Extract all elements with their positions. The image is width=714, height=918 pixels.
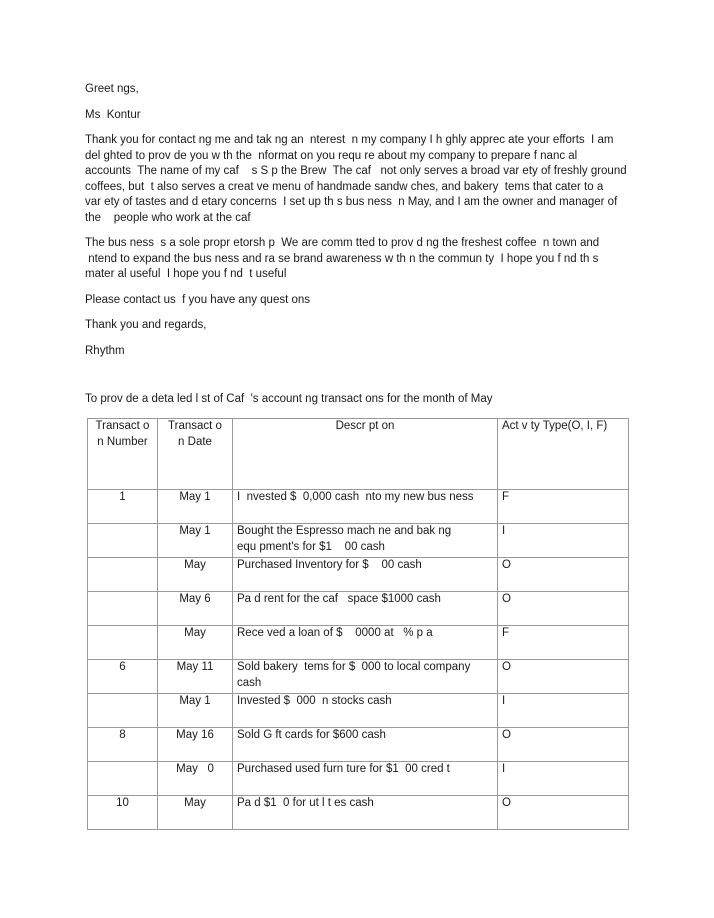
body-paragraph-2: The bus ness s a sole propr etorsh p We are comm tted to prov d ng the freshest coffee n town and ntend to expand the bus ness and ra se brand awareness w th n the commun ty I hope you f nd th s mater al useful I hope you f nd t useful [85,237,600,281]
table-row [88,558,629,592]
signature: Rhythm [85,345,125,357]
table-row [88,490,629,524]
cell-date: May 6 [158,592,233,626]
cell-description: Pa d rent for the caf space $1000 cash [233,592,498,626]
header-transaction-date: Transact o n Date [158,419,233,490]
cell-date: May 1 [158,524,233,558]
table-row [88,728,629,762]
cell-date: May 11 [158,660,233,694]
cell-date: May [158,796,233,830]
table-row [88,660,629,694]
cell-number: 10 [88,796,158,830]
table-row [88,592,629,626]
cell-type: F [498,490,629,524]
table-header-row [88,419,629,490]
cell-description: Rece ved a loan of $ 0000 at % p a [233,626,498,660]
table-row [88,762,629,796]
table-row [88,524,629,558]
cell-number [88,524,158,558]
cell-date: May 0 [158,762,233,796]
body-paragraph-1: Thank you for contact ng me and tak ng an nterest n my company I h ghly apprec ate your efforts I am del ghted to prov de you w th the nformat on you requ re about my company to prepare f nanc al accounts The name of my caf s S p the Brew The caf not only serves a broad var ety of freshly ground coffees, but t also serves a creat ve menu of handmade sandw ches, and bakery tems that cater to a var ety of tastes and d etary concerns I set up th s bus ness n May, and I am the owner and manager of the people who work at the caf [85,134,627,224]
cell-date: May 16 [158,728,233,762]
cell-description: Purchased used furn ture for $1 00 cred t [233,762,498,796]
cell-description: Invested $ 000 n stocks cash [233,694,498,728]
cell-description: Bought the Espresso mach ne and bak ng equ pment's for $1 00 cash [233,524,498,558]
cell-description: Purchased Inventory for $ 00 cash [233,558,498,592]
table-intro: To prov de a deta led l st of Caf 's account ng transact ons for the month of May [85,393,493,405]
cell-type: O [498,728,629,762]
cell-description: I nvested $ 0,000 cash nto my new bus ness [233,490,498,524]
cell-type: F [498,626,629,660]
cell-description: Pa d $1 0 for ut l t es cash [233,796,498,830]
header-activity-type: Act v ty Type(O, I, F) [498,419,629,490]
cell-date: May 1 [158,694,233,728]
cell-number [88,694,158,728]
cell-number [88,762,158,796]
cell-number [88,626,158,660]
cell-type: O [498,592,629,626]
cell-date: May 1 [158,490,233,524]
cell-type: I [498,694,629,728]
cell-number: 8 [88,728,158,762]
cell-type: O [498,796,629,830]
cell-number [88,592,158,626]
closing-line: Thank you and regards, [85,319,207,331]
table-row [88,694,629,728]
table-row [88,796,629,830]
transactions-table [87,418,629,830]
cell-number: 1 [88,490,158,524]
cell-type: O [498,660,629,694]
cell-date: May [158,558,233,592]
greeting: Greet ngs, [85,83,139,95]
contact-line: Please contact us f you have any quest ons [85,294,311,306]
salutation: Ms Kontur [85,109,141,121]
table-row [88,626,629,660]
cell-description: Sold bakery tems for $ 000 to local company cash [233,660,498,694]
header-description: Descr pt on [233,419,498,490]
header-transaction-number: Transact o n Number [88,419,158,490]
cell-type: I [498,524,629,558]
cell-date: May [158,626,233,660]
cell-number: 6 [88,660,158,694]
cell-number [88,558,158,592]
cell-description: Sold G ft cards for $600 cash [233,728,498,762]
cell-type: I [498,762,629,796]
cell-type: O [498,558,629,592]
